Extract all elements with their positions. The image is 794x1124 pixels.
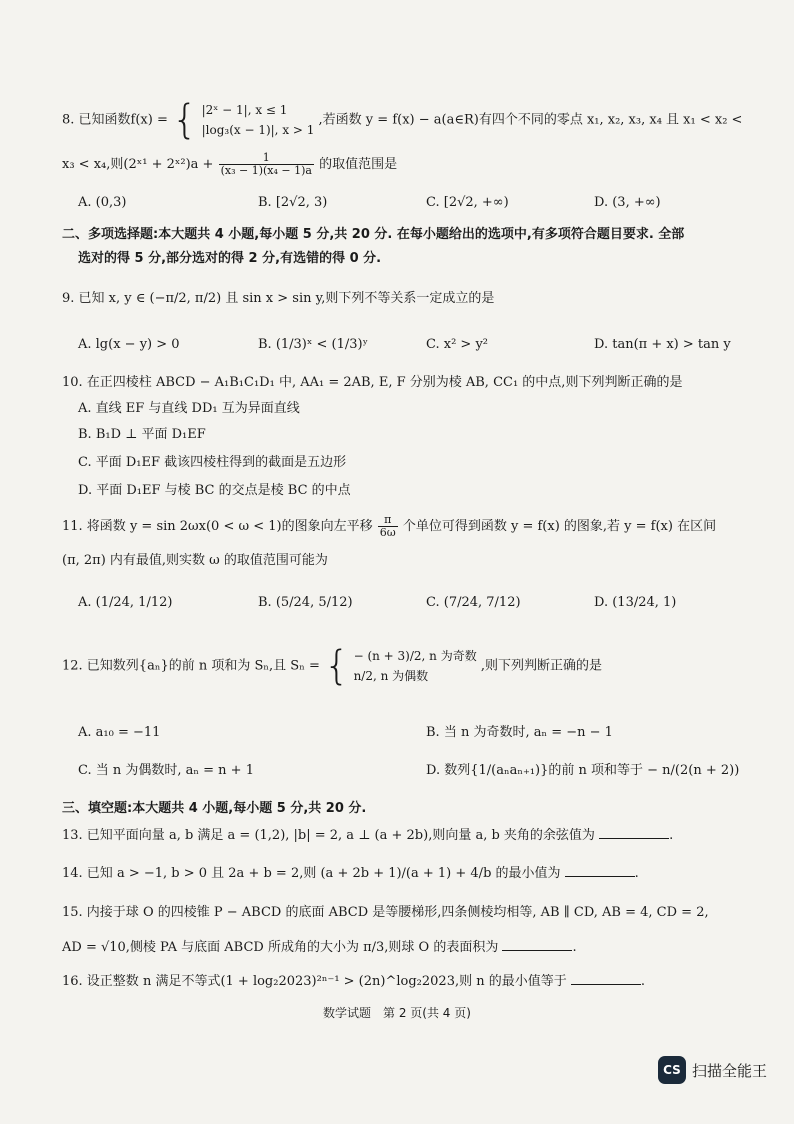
q15-line2: AD = √10,侧棱 PA 与底面 ABCD 所成角的大小为 π/3,则球 O 的表面积为 .: [62, 940, 577, 955]
q16: 16. 设正整数 n 满足不等式(1 + log₂2023)²ⁿ⁻¹ > (2n)^log₂2023,则 n 的最小值等于 .: [62, 974, 646, 989]
q15-line1: 15. 内接于球 O 的四棱锥 P − ABCD 的底面 ABCD 是等腰梯形,四条侧棱均相等, AB ∥ CD, AB = 4, CD = 2,: [62, 905, 709, 920]
q13-answer-blank: [599, 826, 669, 839]
q9-option-a: A. lg(x − y) > 0: [78, 337, 180, 352]
q12-piecewise: { − (n + 3)/2, n 为奇数 n/2, n 为偶数: [323, 643, 477, 689]
q11-option-d: D. (13/24, 1): [594, 595, 677, 610]
q16-answer-blank: [571, 972, 641, 985]
camscanner-logo-icon: CS: [658, 1056, 686, 1084]
q8-piecewise: { |2ˣ − 1|, x ≤ 1 |log₃(x − 1)|, x > 1: [172, 97, 315, 143]
q8-prefix: 8. 已知函数f(x) =: [62, 112, 168, 128]
q8-case2: |log₃(x − 1)|, x > 1: [201, 123, 315, 137]
q8-case1: |2ˣ − 1|, x ≤ 1: [201, 103, 288, 117]
q9-stem: 9. 已知 x, y ∈ (−π/2, π/2) 且 sin x > sin y,则下列不等关系一定成立的是: [62, 291, 495, 306]
q8-option-c: C. [2√2, +∞): [426, 195, 509, 210]
q12-case1: − (n + 3)/2, n 为奇数: [353, 649, 477, 663]
scanner-brand: [658, 1056, 767, 1084]
q8-line1: [62, 97, 764, 143]
page-footer: 数学试题 第 2 页(共 4 页): [323, 1006, 471, 1020]
q10-option-d: D. 平面 D₁EF 与棱 BC 的交点是棱 BC 的中点: [78, 483, 351, 498]
q8-line2: [62, 152, 764, 177]
q9-option-d: D. tan(π + x) > tan y: [594, 337, 731, 352]
brand-text: 扫描全能王: [692, 1061, 768, 1080]
q9-option-b: B. (1/3)ˣ < (1/3)ʸ: [258, 337, 369, 352]
q15-answer-blank: [502, 938, 572, 951]
q10-stem: 10. 在正四棱柱 ABCD − A₁B₁C₁D₁ 中, AA₁ = 2AB, E, F 分别为棱 AB, CC₁ 的中点,则下列判断正确的是: [62, 375, 683, 390]
q14-answer-blank: [565, 864, 635, 877]
q10-option-a: A. 直线 EF 与直线 DD₁ 互为异面直线: [78, 401, 300, 416]
q8-option-a: A. (0,3): [78, 195, 127, 210]
q12-option-a: A. a₁₀ = −11: [78, 725, 161, 740]
q11-option-c: C. (7/24, 7/12): [426, 595, 521, 610]
section2-header-line2: 选对的得 5 分,部分选对的得 2 分,有选错的得 0 分.: [78, 251, 382, 266]
q11-option-a: A. (1/24, 1/12): [78, 595, 173, 610]
q12-option-c: C. 当 n 为偶数时, aₙ = n + 1: [78, 763, 254, 778]
q11-option-b: B. (5/24, 5/12): [258, 595, 353, 610]
q8-line2-pre: x₃ < x₄,则(2ˣ¹ + 2ˣ²)a +: [62, 157, 214, 172]
section3-header: 三、填空题:本大题共 4 小题,每小题 5 分,共 20 分.: [62, 801, 367, 816]
q11-line1: 11. 将函数 y = sin 2ωx(0 < ω < 1)的图象向左平移 $\frac{\pi}{6\omega}$ 个单位可得到函数 y = f(x) 的图象,若 y = f(x) 在区间: [62, 513, 717, 539]
q8-line2-post: 的取值范围是: [319, 157, 398, 172]
q11-line2: (π, 2π) 内有最值,则实数 ω 的取值范围可能为: [62, 553, 328, 568]
q8-suffix: ,若函数 y = f(x) − a(a∈R)有四个不同的零点 x₁, x₂, x₃, x₄ 且 x₁ < x₂ <: [318, 112, 743, 128]
q10-option-c: C. 平面 D₁EF 截该四棱柱得到的截面是五边形: [78, 455, 347, 470]
q12-option-b: B. 当 n 为奇数时, aₙ = −n − 1: [426, 725, 613, 740]
q14: 14. 已知 a > −1, b > 0 且 2a + b = 2,则 (a + 2b + 1)/(a + 1) + 4/b 的最小值为 .: [62, 866, 639, 881]
q8-option-b: B. [2√2, 3): [258, 195, 328, 210]
q8-option-d: D. (3, +∞): [594, 195, 661, 210]
q10-option-b: B. B₁D ⊥ 平面 D₁EF: [78, 427, 206, 442]
section2-header-line1: 二、多项选择题:本大题共 4 小题,每小题 5 分,共 20 分. 在每小题给出的选项中,有多项符合题目要求. 全部: [62, 227, 685, 242]
q12-option-d: D. 数列{1/(aₙaₙ₊₁)}的前 n 项和等于 − n/(2(n + 2)): [426, 763, 740, 778]
q9-option-c: C. x² > y²: [426, 337, 489, 352]
q12-line: 12. 已知数列{aₙ}的前 n 项和为 Sₙ,且 Sₙ = { − (n + 3)/2, n 为奇数 n/2, n 为偶数 ,则下列判断正确的是: [62, 643, 602, 689]
q13: 13. 已知平面向量 a, b 满足 a = (1,2), |b| = 2, a ⊥ (a + 2b),则向量 a, b 夹角的余弦值为 .: [62, 828, 674, 843]
q11-shift-fraction: $\frac{\pi}{6\omega}$: [379, 513, 396, 539]
q12-case2: n/2, n 为偶数: [353, 669, 429, 683]
q8-fraction: $\frac{1}{\text{(x₃ − 1)(x₄ − 1)a}}$: [220, 151, 312, 177]
